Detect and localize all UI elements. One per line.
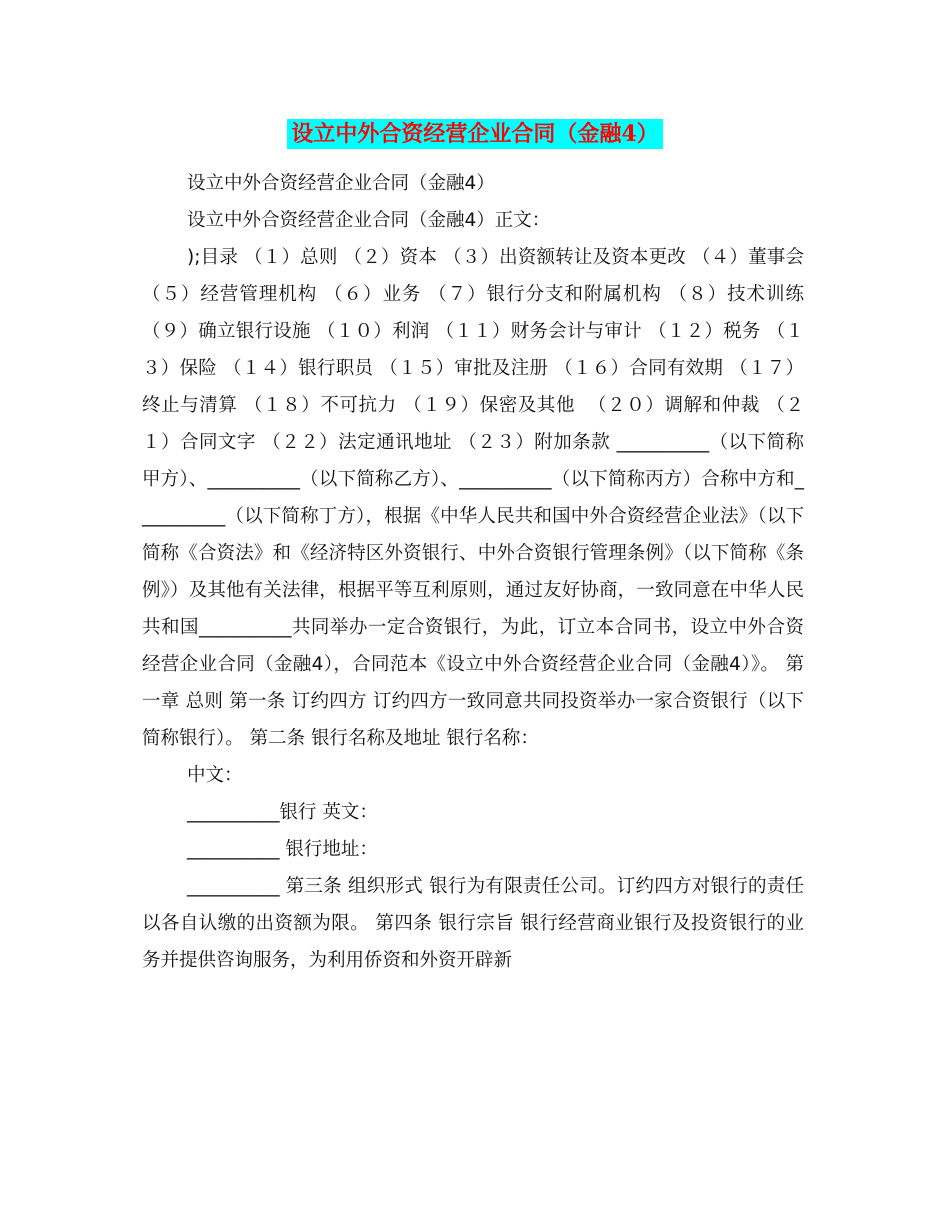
paragraph-contents-and-preamble: );目录 （１）总则 （２）资本 （３）出资额转让及资本更改 （４）董事会 （５）经营管理机构 （６）业务 （７）银行分支和附属机构 （８）技术训练 （９）确立银行设施 （１０）利润 （１１）财务会计与审计 （１２）税务 （１３）保险 （１４）银行职员 （１５）审批及注册 （１６）合同有效期 （１７）终止与清算 （１８）不可抗力 （１９）保密及其他 （２０）调解和仲裁 （２１）合同文字 （２２）法定通讯地址 （２３）附加条款 __________（以下简称甲方）、__________（以下简称乙方）、__________（以下简称丙方）合称中方和__________（以下简称丁方），根据《中华人民共和国中外合资经营企业法》（以下简称《合资法》和《经济特区外资银行、中外合资银行管理条例》（以下简称《条例》）及其他有关法律，根据平等互利原则，通过友好协商，一致同意在中华人民共和国__________共同举办一定合资银行，为此，订立本合同书，设立中外合资经营企业合同（金融4），合同范本《设立中外合资经营企业合同（金融4）》。 第一章 总则 第一条 订约四方 订约四方一致同意共同投资举办一家合资银行（以下简称银行）。 第二条 银行名称及地址 银行名称： [142,247,810,749]
paragraph-organization-form: __________ 第三条 组织形式 银行为有限责任公司。订约四方对银行的责任以各自认缴的出资额为限。 第四条 银行宗旨 银行经营商业银行及投资银行的业务并提供咨询服务，为利用侨资和外资开辟新 [142,876,804,971]
paragraph-english-name: __________银行 英文： [187,802,378,823]
document-title: 设立中外合资经营企业合同（金融4） [287,119,662,149]
document-title-wrapper [0,112,950,149]
paragraph-heading-repeat: 设立中外合资经营企业合同（金融4） [187,173,495,194]
paragraph-bank-address: __________ 银行地址： [187,839,378,860]
paragraph-chinese-name: 中文： [187,765,243,786]
paragraph-body-label: 设立中外合资经营企业合同（金融4）正文： [187,210,551,231]
document-body [142,165,810,979]
